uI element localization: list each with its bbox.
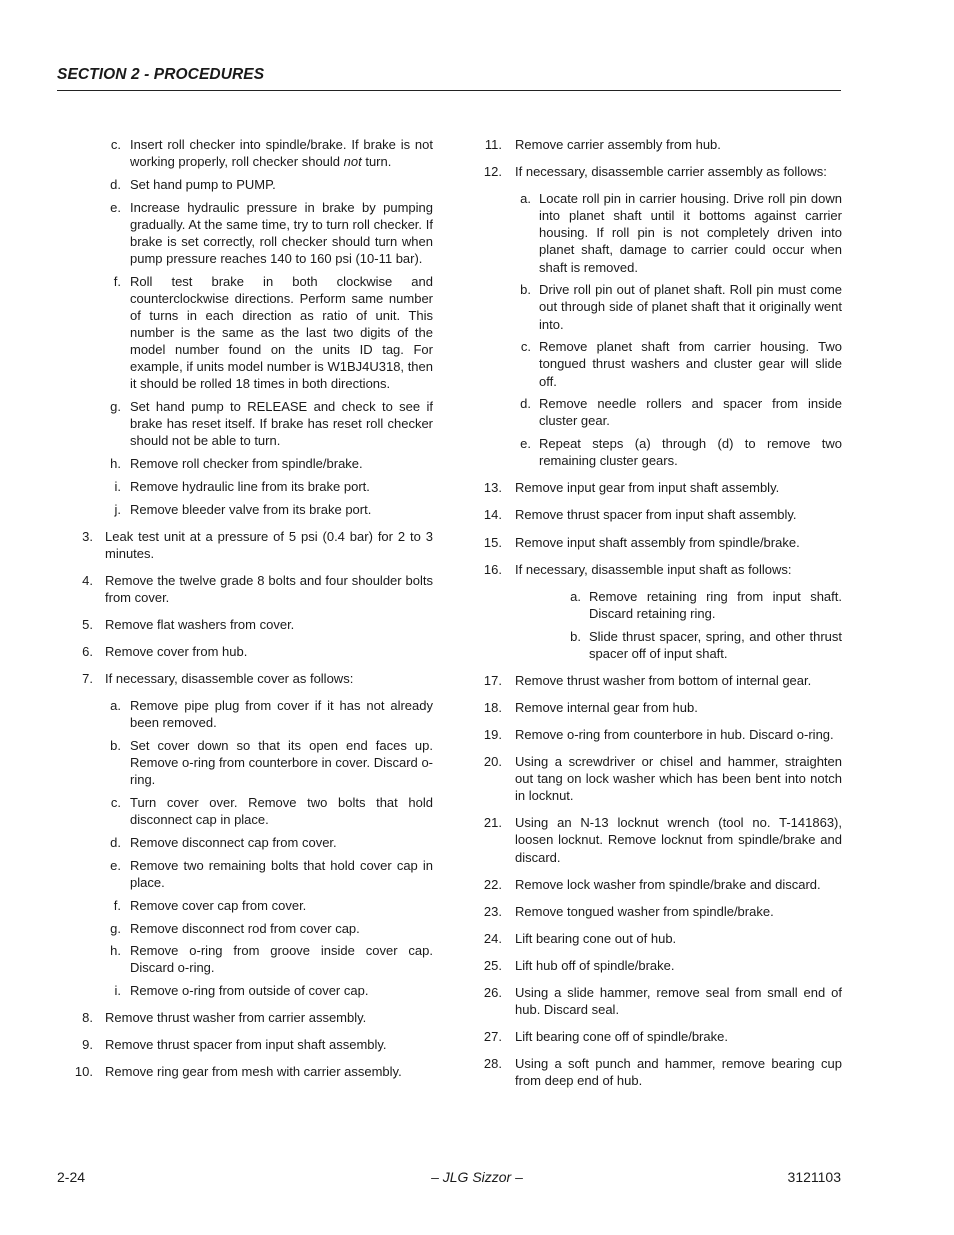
item-label: i. xyxy=(114,983,121,999)
item-label: 17. xyxy=(483,672,502,688)
item-label: a. xyxy=(110,698,121,714)
list-item xyxy=(57,501,433,518)
list-item xyxy=(467,957,842,974)
list-item xyxy=(467,163,842,180)
item-text: Remove carrier assembly from hub. xyxy=(515,137,721,152)
list-item xyxy=(57,857,433,891)
list-item xyxy=(57,897,433,914)
item-label: b. xyxy=(110,738,121,754)
item-text: Remove two remaining bolts that hold cover cap in place. xyxy=(130,857,433,890)
item-text: Lift bearing cone out of hub. xyxy=(515,930,677,946)
footer-title: – JLG Sizzor – xyxy=(431,1169,523,1185)
item-label: 23. xyxy=(483,903,502,919)
list-item xyxy=(467,1028,842,1045)
item-label: c. xyxy=(520,339,531,355)
item-label: f. xyxy=(113,897,121,913)
item-text: Slide thrust spacer, spring, and other thrust spacer off of input shaft. xyxy=(589,628,842,661)
item-label: 21. xyxy=(483,815,502,831)
list-item xyxy=(467,930,842,947)
item-label: c. xyxy=(110,795,121,811)
item-text: Remove internal gear from hub. xyxy=(515,699,698,715)
item-text: Set cover down so that its open end faces up. Remove o-ring from counterbore in cover. Discard o-ring. xyxy=(130,738,433,788)
item-text: turn. xyxy=(361,154,392,170)
list-item xyxy=(467,903,842,920)
list-item xyxy=(57,794,433,828)
item-label: c. xyxy=(110,137,121,152)
list-item xyxy=(467,672,842,689)
list-item xyxy=(57,273,433,393)
list-item xyxy=(467,1055,842,1089)
item-text: Remove thrust washer from carrier assembly. xyxy=(105,1010,367,1026)
list-item xyxy=(467,136,842,153)
item-text: Remove thrust spacer from input shaft assembly. xyxy=(515,507,797,523)
item-text: Remove retaining ring from input shaft. Discard retaining ring. xyxy=(589,588,842,621)
list-item xyxy=(57,199,433,267)
item-text: Set hand pump to PUMP. xyxy=(130,176,276,192)
item-label: i. xyxy=(114,478,121,494)
list-item xyxy=(467,338,842,389)
list-item xyxy=(467,726,842,743)
list-item xyxy=(467,984,842,1018)
list-item xyxy=(467,561,842,578)
list-item xyxy=(57,136,433,170)
item-label: d. xyxy=(520,396,531,412)
list-item xyxy=(57,1036,433,1053)
list-item xyxy=(57,478,433,495)
item-text: Insert roll checker into spindle/brake. If brake is not working properly, roll checker should xyxy=(130,137,433,170)
item-text: If necessary, disassemble cover as follows: xyxy=(105,671,354,687)
item-text: Remove needle rollers and spacer from inside cluster gear. xyxy=(539,396,842,429)
item-label: d. xyxy=(110,176,121,192)
list-item xyxy=(57,737,433,788)
item-text: Lift bearing cone off of spindle/brake. xyxy=(515,1029,728,1045)
item-label: 9. xyxy=(82,1037,93,1053)
item-text: Remove thrust spacer from input shaft assembly. xyxy=(105,1037,387,1053)
list-item xyxy=(467,435,842,469)
item-label: 3. xyxy=(82,528,93,544)
item-label: g. xyxy=(110,399,121,415)
item-text: Roll test brake in both clockwise and counterclockwise directions. Perform same number of turns in each direction as ratio of unit. This number is the same as the last two digits of the model number found on the units ID tag. For example, if units model number is W1BJ4U318, then it should be rolled 18 times in both directions. xyxy=(130,273,433,392)
item-label: f. xyxy=(113,273,121,289)
item-text: Drive roll pin out of planet shaft. Roll pin must come out through side of planet shaft that it originally went into. xyxy=(539,282,842,332)
list-item xyxy=(57,982,433,999)
list-item xyxy=(467,753,842,804)
item-text: Lift hub off of spindle/brake. xyxy=(515,957,675,973)
item-text: Remove disconnect rod from cover cap. xyxy=(130,920,360,936)
item-label: 10. xyxy=(74,1064,93,1080)
list-item xyxy=(57,834,433,851)
item-text: Remove the twelve grade 8 bolts and four shoulder bolts from cover. xyxy=(105,572,433,605)
item-label: 5. xyxy=(82,617,93,633)
left-column xyxy=(57,136,433,1091)
list-item xyxy=(467,876,842,893)
doc-number: 3121103 xyxy=(787,1169,841,1185)
header-rule xyxy=(57,90,841,91)
item-label: e. xyxy=(520,436,531,452)
item-label: h. xyxy=(110,943,121,959)
item-label: 12. xyxy=(483,164,502,180)
item-text: Increase hydraulic pressure in brake by pumping gradually. At the same time, try to turn roll checker. If brake is set correctly, roll checker should turn when pump pressure reaches 140 to 160 psi (10-11 bar). xyxy=(130,199,433,266)
item-label: 20. xyxy=(483,754,502,770)
item-label: 15. xyxy=(483,534,502,550)
item-label: g. xyxy=(110,920,121,936)
list-item xyxy=(467,588,842,622)
list-item xyxy=(57,697,433,731)
item-label: 14. xyxy=(483,507,502,523)
list-item xyxy=(467,395,842,429)
section-title: SECTION 2 - PROCEDURES xyxy=(57,66,265,83)
item-text: Remove bleeder valve from its brake port. xyxy=(130,501,372,517)
item-label: 22. xyxy=(483,876,502,892)
item-text: Locate roll pin in carrier housing. Drive roll pin down into planet shaft until it bottoms against carrier housing. If roll pin is not completely driven into planet shaft, damage to carrier could occur when shaft is removed. xyxy=(539,191,842,275)
item-text: Remove planet shaft from carrier housing. Two tongued thrust washers and cluster gear will slide off. xyxy=(539,339,842,389)
right-column xyxy=(467,136,842,1099)
item-text: Repeat steps (a) through (d) to remove two remaining cluster gears. xyxy=(539,436,842,469)
page-number: 2-24 xyxy=(57,1169,86,1185)
item-text: Remove o-ring from outside of cover cap. xyxy=(130,983,369,999)
item-text: Remove cover cap from cover. xyxy=(130,897,307,913)
item-text: Leak test unit at a pressure of 5 psi (0.4 bar) for 2 to 3 minutes. xyxy=(105,528,433,561)
list-item xyxy=(467,814,842,865)
list-item xyxy=(467,281,842,332)
item-label: a. xyxy=(570,588,581,604)
list-item xyxy=(57,920,433,937)
item-label: d. xyxy=(110,835,121,851)
list-item xyxy=(57,942,433,976)
item-label: 18. xyxy=(483,699,502,715)
list-item xyxy=(467,479,842,496)
item-text: Remove o-ring from groove inside cover cap. Discard o-ring. xyxy=(130,943,433,976)
item-text: Using a screwdriver or chisel and hammer, straighten out tang on lock washer which has been bent into notch in locknut. xyxy=(515,754,842,804)
item-label: b. xyxy=(520,282,531,298)
item-emphasis: not xyxy=(343,154,362,170)
list-item xyxy=(57,670,433,687)
item-text: Remove input shaft assembly from spindle/brake. xyxy=(515,534,800,550)
item-text: Using an N-13 locknut wrench (tool no. T-141863), loosen locknut. Remove locknut from spindle/brake and discard. xyxy=(515,815,842,865)
item-text: If necessary, disassemble carrier assembly as follows: xyxy=(515,164,827,180)
list-item xyxy=(57,455,433,472)
item-text: Remove flat washers from cover. xyxy=(105,617,295,633)
item-text: Remove hydraulic line from its brake port. xyxy=(130,478,370,494)
item-label: 26. xyxy=(483,985,502,1000)
list-item xyxy=(467,699,842,716)
item-label: b. xyxy=(570,628,581,644)
item-text: Remove cover from hub. xyxy=(105,644,248,660)
item-text: Remove input gear from input shaft assembly. xyxy=(515,480,780,496)
item-label: 16. xyxy=(483,561,502,577)
list-item xyxy=(467,190,842,275)
item-label: j. xyxy=(114,501,121,517)
item-label: h. xyxy=(110,456,121,472)
item-text: If necessary, disassemble input shaft as follows: xyxy=(515,561,792,577)
item-text: Remove lock washer from spindle/brake and discard. xyxy=(515,876,821,892)
item-text: Remove tongued washer from spindle/brake. xyxy=(515,903,774,919)
item-label: 24. xyxy=(483,930,502,946)
list-item xyxy=(57,1009,433,1026)
item-label: 11. xyxy=(484,137,502,152)
list-item xyxy=(57,1063,433,1080)
item-text: Using a soft punch and hammer, remove bearing cup from deep end of hub. xyxy=(515,1056,842,1089)
list-item xyxy=(467,506,842,523)
item-label: e. xyxy=(110,199,121,215)
list-item xyxy=(57,398,433,449)
list-item xyxy=(57,528,433,562)
item-label: 28. xyxy=(483,1056,502,1072)
item-text: Remove roll checker from spindle/brake. xyxy=(130,456,363,472)
item-label: a. xyxy=(520,191,531,207)
list-item xyxy=(57,643,433,660)
item-text: Turn cover over. Remove two bolts that hold disconnect cap in place. xyxy=(130,795,433,828)
item-label: 7. xyxy=(82,671,93,687)
item-text: Remove thrust washer from bottom of internal gear. xyxy=(515,672,812,688)
item-text: Remove pipe plug from cover if it has not already been removed. xyxy=(130,698,433,731)
item-label: 13. xyxy=(483,480,502,496)
list-item xyxy=(57,572,433,606)
list-item xyxy=(467,628,842,662)
item-text: Remove disconnect cap from cover. xyxy=(130,835,337,851)
item-label: 25. xyxy=(483,957,502,973)
item-label: 8. xyxy=(82,1010,93,1026)
item-text: Remove o-ring from counterbore in hub. Discard o-ring. xyxy=(515,726,834,742)
item-text: Remove ring gear from mesh with carrier assembly. xyxy=(105,1064,402,1080)
list-item xyxy=(57,176,433,193)
item-label: e. xyxy=(110,857,121,873)
item-label: 6. xyxy=(82,644,93,660)
item-label: 27. xyxy=(483,1029,502,1045)
item-label: 19. xyxy=(483,726,502,742)
list-item xyxy=(57,616,433,633)
list-item xyxy=(467,534,842,551)
item-text: Using a slide hammer, remove seal from small end of hub. Discard seal. xyxy=(515,985,842,1018)
item-text: Set hand pump to RELEASE and check to see if brake has reset itself. If brake has reset roll checker should not be able to turn. xyxy=(130,399,433,449)
item-label: 4. xyxy=(82,572,93,588)
